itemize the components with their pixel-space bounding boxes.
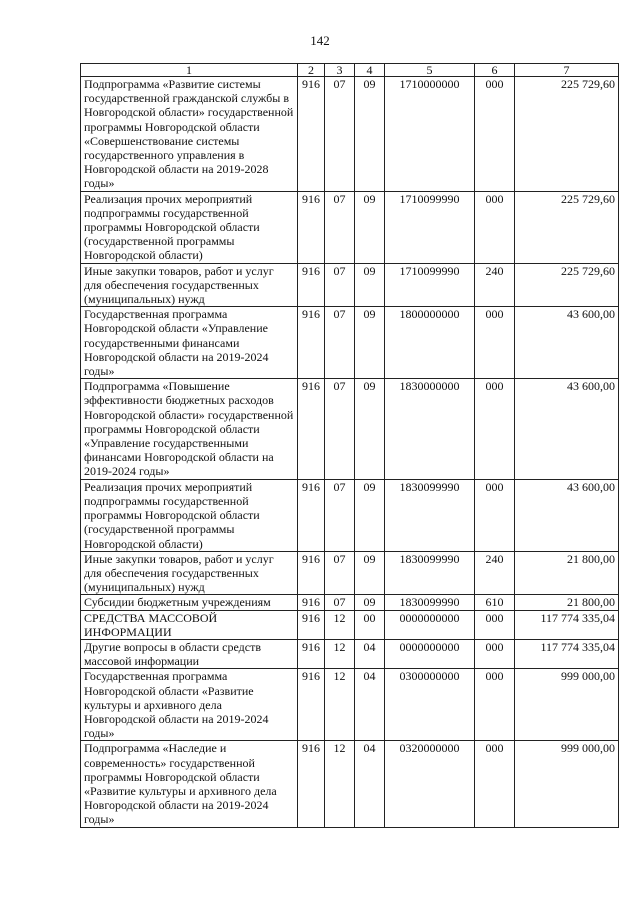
section-code: 07 [325, 191, 355, 263]
target-article-code: 0320000000 [385, 741, 475, 827]
target-article-code: 0000000000 [385, 639, 475, 668]
subsection-code: 09 [355, 307, 385, 379]
subsection-code: 09 [355, 551, 385, 595]
ministry-code: 916 [298, 595, 325, 610]
subsection-code: 04 [355, 669, 385, 741]
target-article-code: 0300000000 [385, 669, 475, 741]
section-code: 07 [325, 595, 355, 610]
amount: 225 729,60 [515, 191, 619, 263]
ministry-code: 916 [298, 610, 325, 639]
budget-table [80, 63, 619, 828]
expense-type-code: 000 [475, 191, 515, 263]
subsection-code: 04 [355, 741, 385, 827]
expense-type-code: 000 [475, 77, 515, 192]
table-row [81, 669, 619, 741]
row-name: Другие вопросы в области средств массовой информации [81, 639, 298, 668]
expense-type-code: 000 [475, 379, 515, 479]
table-row [81, 595, 619, 610]
table-row [81, 191, 619, 263]
ministry-code: 916 [298, 479, 325, 551]
expense-type-code: 000 [475, 669, 515, 741]
table-row [81, 610, 619, 639]
amount: 21 800,00 [515, 595, 619, 610]
ministry-code: 916 [298, 379, 325, 479]
row-name: Государственная программа Новгородской области «Управление государственными финансами Новгородской области на 2019-2024 годы» [81, 307, 298, 379]
target-article-code: 1830000000 [385, 379, 475, 479]
subsection-code: 09 [355, 379, 385, 479]
row-name: Реализация прочих мероприятий подпрограммы государственной программы Новгородской области (государственной программы Новгородской области) [81, 479, 298, 551]
ministry-code: 916 [298, 639, 325, 668]
expense-type-code: 000 [475, 639, 515, 668]
table-body [81, 77, 619, 828]
row-name: Реализация прочих мероприятий подпрограммы государственной программы Новгородской области (государственной программы Новгородской области) [81, 191, 298, 263]
ministry-code: 916 [298, 669, 325, 741]
row-name: Иные закупки товаров, работ и услуг для обеспечения государственных (муниципальных) нужд [81, 263, 298, 307]
header-row [81, 64, 619, 77]
amount: 117 774 335,04 [515, 610, 619, 639]
table-row [81, 379, 619, 479]
row-name: Государственная программа Новгородской области «Развитие культуры и архивного дела Новгородской области на 2019-2024 годы» [81, 669, 298, 741]
amount: 999 000,00 [515, 669, 619, 741]
expense-type-code: 000 [475, 479, 515, 551]
table-row [81, 307, 619, 379]
table-row [81, 551, 619, 595]
header-cell-5: 5 [385, 64, 475, 77]
section-code: 07 [325, 479, 355, 551]
row-name: СРЕДСТВА МАССОВОЙ ИНФОРМАЦИИ [81, 610, 298, 639]
expense-type-code: 000 [475, 741, 515, 827]
target-article-code: 1830099990 [385, 595, 475, 610]
header-cell-3: 3 [325, 64, 355, 77]
section-code: 12 [325, 669, 355, 741]
section-code: 07 [325, 551, 355, 595]
subsection-code: 09 [355, 595, 385, 610]
amount: 43 600,00 [515, 379, 619, 479]
target-article-code: 1830099990 [385, 551, 475, 595]
target-article-code: 0000000000 [385, 610, 475, 639]
amount: 117 774 335,04 [515, 639, 619, 668]
section-code: 12 [325, 610, 355, 639]
section-code: 12 [325, 639, 355, 668]
ministry-code: 916 [298, 263, 325, 307]
ministry-code: 916 [298, 551, 325, 595]
target-article-code: 1710000000 [385, 77, 475, 192]
header-cell-1: 1 [81, 64, 298, 77]
row-name: Подпрограмма «Наследие и современность» государственной программы Новгородской области «Развитие культуры и архивного дела Новгородской области на 2019-2024 годы» [81, 741, 298, 827]
subsection-code: 09 [355, 263, 385, 307]
expense-type-code: 000 [475, 307, 515, 379]
section-code: 07 [325, 263, 355, 307]
section-code: 07 [325, 307, 355, 379]
subsection-code: 00 [355, 610, 385, 639]
header-cell-2: 2 [298, 64, 325, 77]
target-article-code: 1710099990 [385, 263, 475, 307]
table-row [81, 479, 619, 551]
amount: 225 729,60 [515, 263, 619, 307]
target-article-code: 1800000000 [385, 307, 475, 379]
expense-type-code: 000 [475, 610, 515, 639]
subsection-code: 09 [355, 77, 385, 192]
amount: 225 729,60 [515, 77, 619, 192]
subsection-code: 09 [355, 191, 385, 263]
ministry-code: 916 [298, 741, 325, 827]
section-code: 07 [325, 379, 355, 479]
target-article-code: 1830099990 [385, 479, 475, 551]
section-code: 07 [325, 77, 355, 192]
amount: 999 000,00 [515, 741, 619, 827]
row-name: Подпрограмма «Повышение эффективности бюджетных расходов Новгородской области» государственной программы Новгородской области «Управление государственными финансами Новгородской области на 2019-2024 годы» [81, 379, 298, 479]
row-name: Иные закупки товаров, работ и услуг для обеспечения государственных (муниципальных) нужд [81, 551, 298, 595]
page-number: 142 [310, 33, 330, 48]
target-article-code: 1710099990 [385, 191, 475, 263]
expense-type-code: 240 [475, 263, 515, 307]
table-row [81, 77, 619, 192]
amount: 43 600,00 [515, 479, 619, 551]
amount: 43 600,00 [515, 307, 619, 379]
header-cell-4: 4 [355, 64, 385, 77]
ministry-code: 916 [298, 77, 325, 192]
header-cell-6: 6 [475, 64, 515, 77]
table-row [81, 639, 619, 668]
section-code: 12 [325, 741, 355, 827]
table-row [81, 263, 619, 307]
header-cell-7: 7 [515, 64, 619, 77]
subsection-code: 09 [355, 479, 385, 551]
subsection-code: 04 [355, 639, 385, 668]
ministry-code: 916 [298, 307, 325, 379]
row-name: Подпрограмма «Развитие системы государственной гражданской службы в Новгородской области» государственной программы Новгородской области «Совершенствование системы государственного управления в Новгородской области на 2019-2028 годы» [81, 77, 298, 192]
expense-type-code: 610 [475, 595, 515, 610]
row-name: Субсидии бюджетным учреждениям [81, 595, 298, 610]
expense-type-code: 240 [475, 551, 515, 595]
amount: 21 800,00 [515, 551, 619, 595]
table-row [81, 741, 619, 827]
ministry-code: 916 [298, 191, 325, 263]
